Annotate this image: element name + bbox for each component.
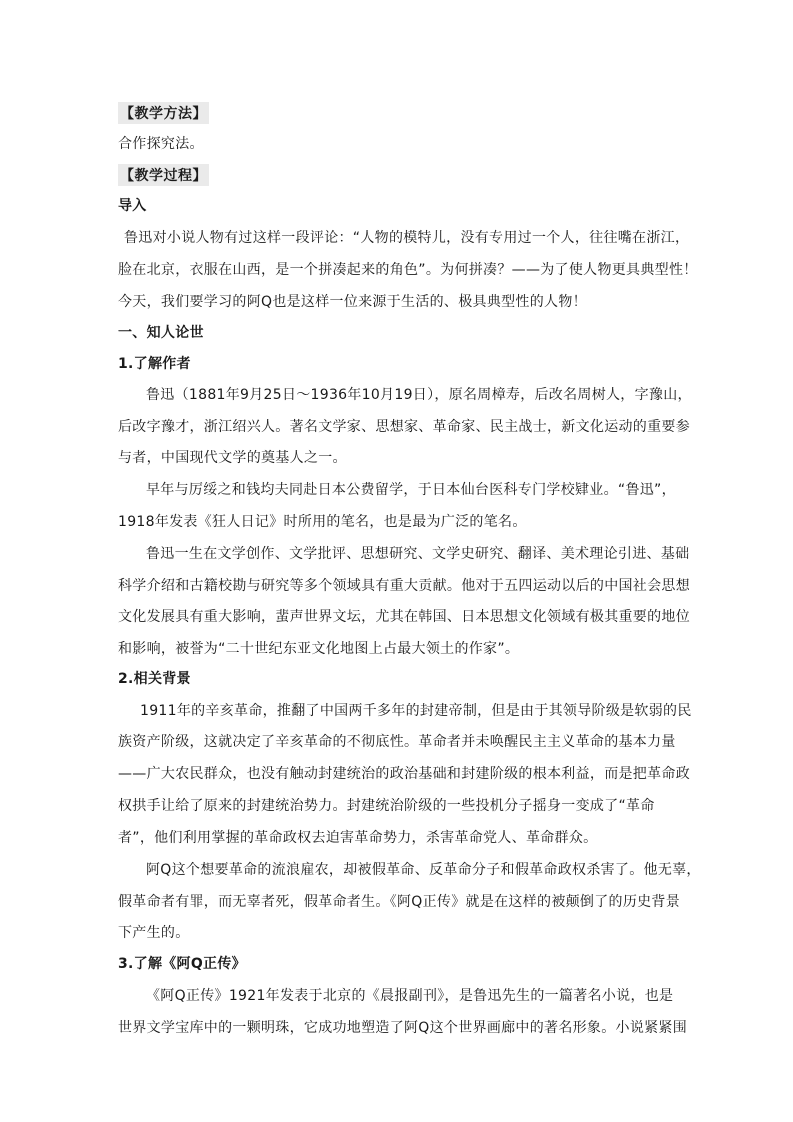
background-p1-line: ——广大农民群众，也没有触动封建统治的政治基础和封建阶级的根本利益，而是把革命政 [118,766,690,782]
heading-teaching-method: 【教学方法】 [118,102,678,124]
author-p1-line: 鲁迅（1881年9月25日～1936年10月19日），原名周樟寿，后改名周树人，字豫山， [146,387,692,403]
background-p2-line: 假革命者有罪，而无辜者死，假革命者生。《阿Q正传》就是在这样的被颠倒了的历史背景 [118,894,681,910]
intro-line: 脸在北京，衣服在山西，是一个拼凑起来的角色”。为何拼凑？——为了使人物更具典型性！ [118,262,698,278]
heading-background: 2.相关背景 [118,671,191,687]
author-p3-line: 鲁迅一生在文学创作、文学批评、思想研究、文学史研究、翻译、美术理论引进、基础 [146,546,690,562]
work-p1-line: 世界文学宝库中的一颗明珠，它成功地塑造了阿Q这个世界画廊中的著名形象。小说紧紧围 [118,1020,688,1036]
heading-teaching-process: 【教学过程】 [118,164,678,186]
author-p2-line: 1918年发表《狂人日记》时所用的笔名，也是最为广泛的笔名。 [118,514,527,530]
author-p1-line: 与者，中国现代文学的奠基人之一。 [118,450,347,466]
background-p1-line: 权拱手让给了原来的封建统治势力。封建统治阶级的一些投机分子摇身一变成了“革命 [118,798,655,814]
background-p1-line: 1911年的辛亥革命，推翻了中国两千多年的封建帝制，但是由于其领导阶级是软弱的民 [140,703,692,719]
intro-line: 鲁迅对小说人物有过这样一段评论：“人物的模特儿，没有专用过一个人，往往嘴在浙江， [124,230,690,246]
intro-line: 今天，我们要学习的阿Q也是这样一位来源于生活的、极具典型性的人物！ [118,294,587,310]
author-p1-line: 后改字豫才，浙江绍兴人。著名文学家、思想家、革命家、民主战士，新文化运动的重要参 [118,419,690,435]
heading-section-1: 一、知人论世 [118,325,204,341]
heading-intro: 导入 [118,198,147,214]
heading-work: 3.了解《阿Q正传》 [118,956,246,972]
background-p1-line: 族资产阶级，这就决定了辛亥革命的不彻底性。革命者并未唤醒民主主义革命的基本力量 [118,734,676,750]
work-p1-line: 《阿Q正传》1921年发表于北京的《晨报副刊》，是鲁迅先生的一篇著名小说，也是 [146,988,674,1004]
background-p2-line: 下产生的。 [118,925,190,941]
background-p2-line: 阿Q这个想要革命的流浪雇农，却被假革命、反革命分子和假革命政权杀害了。他无辜， [146,862,701,878]
author-p3-line: 文化发展具有重大影响，蜚声世界文坛，尤其在韩国、日本思想文化领域有极其重要的地位 [118,609,690,625]
background-p1-line: 者”，他们利用掌握的革命政权去迫害革命势力，杀害革命党人、革命群众。 [118,830,598,846]
teaching-method-text: 合作探究法。 [118,136,204,152]
author-p3-line: 科学介绍和古籍校勘与研究等多个领域具有重大贡献。他对于五四运动以后的中国社会思想 [118,578,690,594]
author-p2-line: 早年与厉绥之和钱均夫同赴日本公费留学，于日本仙台医科专门学校肄业。“鲁迅”， [146,482,676,498]
heading-author: 1.了解作者 [118,356,191,372]
author-p3-line: 和影响，被誉为“二十世纪东亚文化地图上占最大领土的作家”。 [118,641,520,657]
